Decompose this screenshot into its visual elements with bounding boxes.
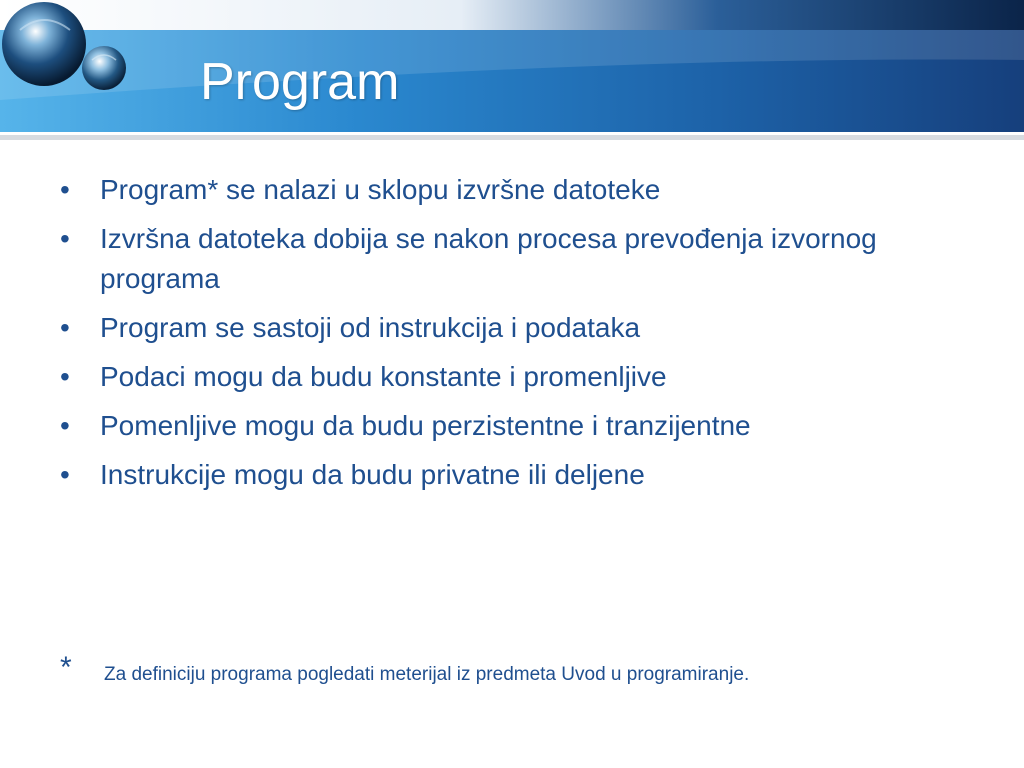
bullet-glyph: • xyxy=(60,174,70,205)
bullet-text: Izvršna datoteka dobija se nakon procesa prevođenja izvornog programa xyxy=(100,223,877,294)
bullet-item xyxy=(60,357,960,397)
footnote-marker: * xyxy=(60,651,72,684)
bullet-glyph: • xyxy=(60,459,70,490)
bullet-text: Instrukcije mogu da budu privatne ili deljene xyxy=(100,459,645,490)
footnote-text: Za definiciju programa pogledati meterijal iz predmeta Uvod u programiranje. xyxy=(104,664,750,685)
bullet-text: Program* se nalazi u sklopu izvršne datoteke xyxy=(100,174,661,205)
bullet-text: Pomenljive mogu da budu perzistentne i tranzijentne xyxy=(100,410,751,441)
bullet-item xyxy=(60,308,960,348)
bullet-list xyxy=(60,170,960,504)
bullet-item xyxy=(60,219,960,299)
spheres-logo-icon xyxy=(0,0,140,92)
bullet-glyph: • xyxy=(60,361,70,392)
bullet-glyph: • xyxy=(60,410,70,441)
bullet-item xyxy=(60,170,960,210)
bullet-text: Program se sastoji od instrukcija i podataka xyxy=(100,312,641,343)
bullet-item xyxy=(60,406,960,446)
header-banner xyxy=(0,0,1024,140)
header-background xyxy=(0,0,1024,140)
bullet-glyph: • xyxy=(60,312,70,343)
bullet-glyph: • xyxy=(60,223,70,254)
bullet-text: Podaci mogu da budu konstante i promenljive xyxy=(100,361,667,392)
slide-title: Program xyxy=(200,53,400,111)
bullet-item xyxy=(60,455,960,495)
